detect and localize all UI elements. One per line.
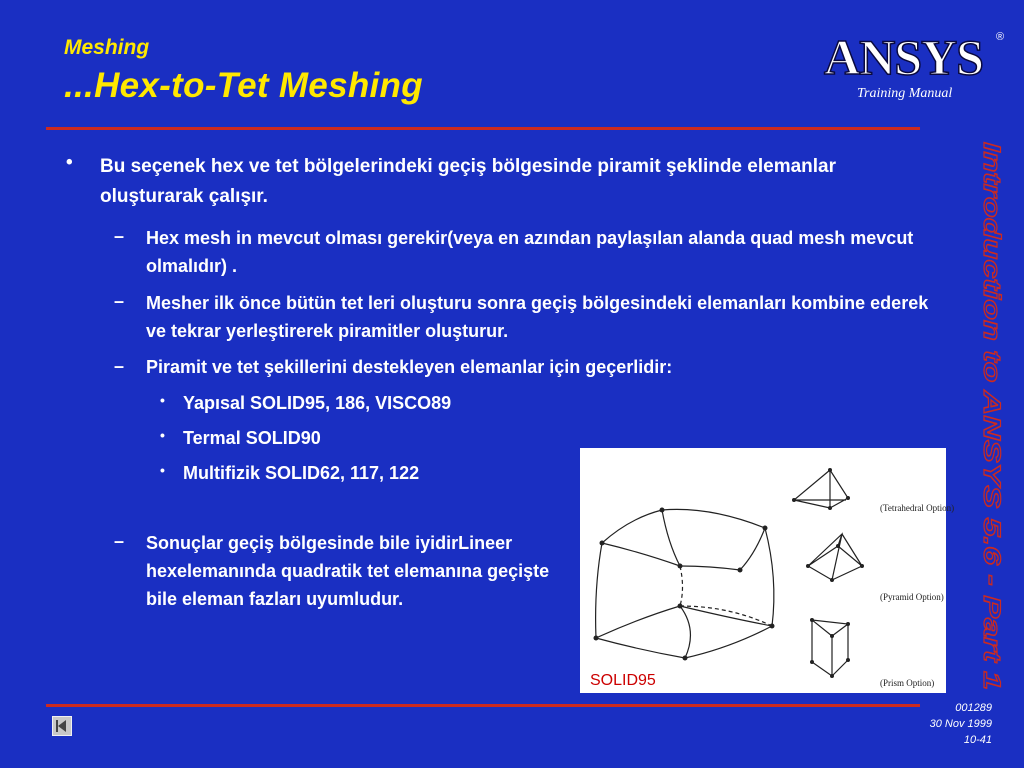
- dot-marker: •: [160, 427, 165, 443]
- footer-page: 10-41: [963, 734, 992, 746]
- solid95-element-figure: [580, 448, 955, 693]
- footer-divider: [46, 704, 920, 707]
- hex-edge: [765, 528, 774, 626]
- sidebar-course-title: [968, 136, 1014, 696]
- hex-edge: [596, 626, 772, 658]
- pyramid-option-label: (Pyramid Option): [880, 592, 944, 602]
- slide-title: ...Hex-to-Tet Meshing: [64, 66, 423, 105]
- footer-code: 001289: [955, 702, 992, 714]
- dash-marker: –: [114, 291, 125, 311]
- footer-date: 30 Nov 1999: [929, 718, 992, 730]
- dash-marker: –: [114, 226, 125, 246]
- hex-edge: [680, 606, 690, 658]
- hex-edge: [596, 606, 772, 638]
- solid95-diagram: [580, 448, 955, 693]
- element-item: Termal SOLID90: [183, 428, 321, 448]
- prism-option-label: (Prism Option): [880, 678, 935, 688]
- hex-edge: [602, 543, 680, 566]
- hex-edge: [740, 528, 765, 570]
- logo-trademark: ®: [996, 31, 1005, 43]
- bullet-marker: •: [66, 152, 73, 173]
- training-manual-label: Training Manual: [857, 86, 953, 101]
- hex-edge-hidden: [680, 566, 683, 606]
- tet-option-label: (Tetrahedral Option): [880, 503, 955, 513]
- dot-marker: •: [160, 462, 165, 478]
- dash-marker: –: [114, 356, 125, 376]
- logo-text: ANSYS: [824, 29, 983, 85]
- prism-element: [812, 620, 848, 676]
- header-divider: [46, 127, 920, 130]
- sub-item: Piramit ve tet şekillerini destekleyen elemanlar için geçerlidir:: [146, 357, 673, 377]
- main-bullet: Bu seçenek hex ve tet bölgelerindeki geçiş bölgesinde piramit şeklinde elemanlar oluşturarak çalışır.: [100, 156, 836, 207]
- tet-element: [794, 470, 848, 508]
- element-item: Multifizik SOLID62, 117, 122: [183, 463, 420, 483]
- ansys-logo: [822, 24, 1008, 85]
- back-arrow-icon: [53, 717, 71, 735]
- footer-info: [880, 700, 992, 748]
- element-item: Yapısal SOLID95, 186, VISCO89: [183, 393, 452, 413]
- previous-slide-button[interactable]: [52, 716, 72, 736]
- sub-item: Hex mesh in mevcut olması gerekir(veya en azından paylaşılan alanda quad mesh mevcut olmalıdır) .: [146, 228, 914, 276]
- pyramid-element: [808, 534, 862, 580]
- dash-marker: –: [114, 531, 125, 551]
- hex-edge: [680, 566, 740, 570]
- figure-caption: SOLID95: [590, 672, 656, 689]
- hex-edge: [596, 543, 602, 638]
- section-title: Meshing: [64, 36, 150, 59]
- hex-edge: [662, 510, 680, 566]
- sub-item: Mesher ilk önce bütün tet leri oluşturu sonra geçiş bölgesindeki elemanları kombine ederek ve tekrar yerleştirerek piramitler oluşturur.: [146, 293, 929, 341]
- hex-edge: [602, 509, 765, 543]
- dot-marker: •: [160, 392, 165, 408]
- sub-item-conclusion: Sonuçlar geçiş bölgesinde bile iyidirLineer hexelemanında quadratik tet elemanına geçişte bile eleman fazları uyumludur.: [146, 533, 550, 609]
- sidebar-text: Introduction to ANSYS 5.6 - Part 1: [978, 142, 1005, 528]
